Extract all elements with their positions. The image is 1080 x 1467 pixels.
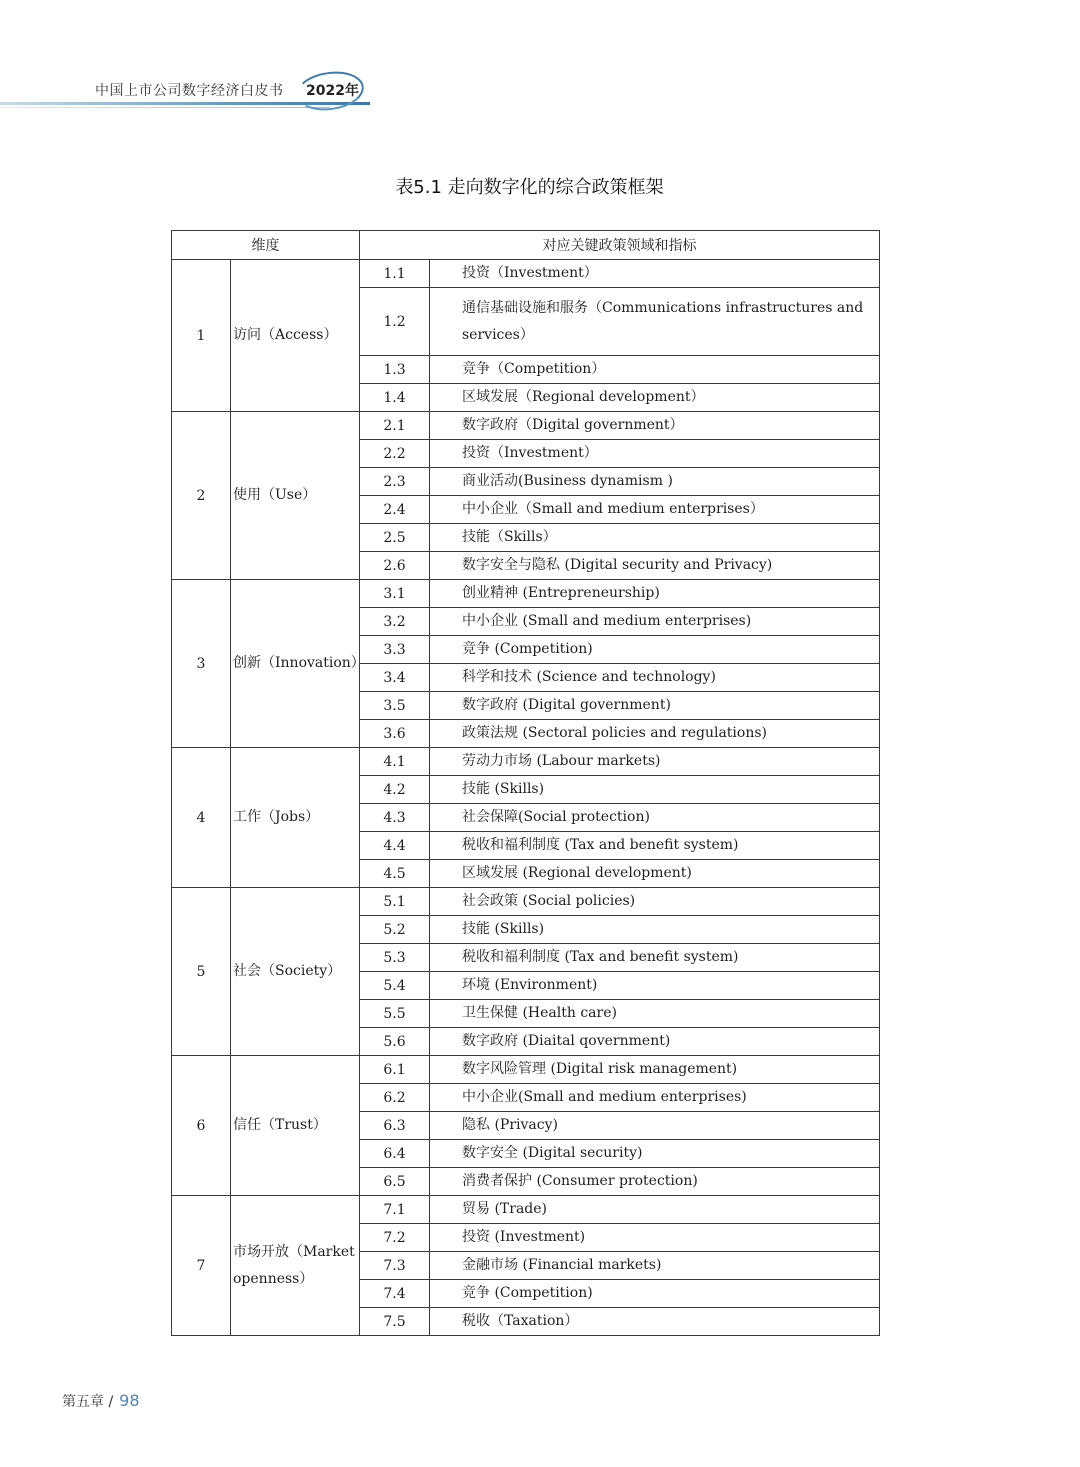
page-footer bbox=[62, 1391, 140, 1411]
chapter-label: 第五章 / bbox=[62, 1394, 114, 1410]
table-body bbox=[172, 260, 880, 1336]
indicator-text: 社会保障(Social protection) bbox=[430, 804, 880, 832]
indicator-text: 中小企业（Small and medium enterprises） bbox=[430, 496, 880, 524]
indicator-text: 区域发展 (Regional development) bbox=[430, 860, 880, 888]
indicator-code: 3.2 bbox=[360, 608, 430, 636]
table-caption: 表5.1 走向数字化的综合政策框架 bbox=[395, 177, 664, 198]
indicator-text: 科学和技术 (Science and technology) bbox=[430, 664, 880, 692]
indicator-text: 技能（Skills） bbox=[430, 524, 880, 552]
dimension-number: 2 bbox=[172, 412, 231, 580]
dimension-number: 7 bbox=[172, 1196, 231, 1336]
col-header-indicator: 对应关键政策领域和指标 bbox=[360, 231, 880, 260]
indicator-text: 税收和福利制度 (Tax and benefit system) bbox=[430, 832, 880, 860]
indicator-code: 6.5 bbox=[360, 1168, 430, 1196]
indicator-text: 消费者保护 (Consumer protection) bbox=[430, 1168, 880, 1196]
indicator-code: 4.4 bbox=[360, 832, 430, 860]
dimension-number: 6 bbox=[172, 1056, 231, 1196]
indicator-code: 5.6 bbox=[360, 1028, 430, 1056]
indicator-code: 6.3 bbox=[360, 1112, 430, 1140]
indicator-code: 4.5 bbox=[360, 860, 430, 888]
indicator-text: 数字政府 (Digital government) bbox=[430, 692, 880, 720]
policy-framework-table bbox=[171, 230, 880, 1336]
table-row bbox=[172, 260, 880, 288]
table-row bbox=[172, 748, 880, 776]
indicator-text: 数字风险管理 (Digital risk management) bbox=[430, 1056, 880, 1084]
indicator-code: 4.1 bbox=[360, 748, 430, 776]
indicator-text: 税收（Taxation） bbox=[430, 1308, 880, 1336]
dimension-label: 信任（Trust） bbox=[231, 1056, 360, 1196]
dimension-number: 4 bbox=[172, 748, 231, 888]
dimension-label: 访问（Access） bbox=[231, 260, 360, 412]
indicator-text: 竞争 (Competition) bbox=[430, 636, 880, 664]
col-header-dimension: 维度 bbox=[172, 231, 360, 260]
indicator-text: 数字政府 (Diaital qovernment) bbox=[430, 1028, 880, 1056]
indicator-text: 投资 (Investment) bbox=[430, 1224, 880, 1252]
indicator-text: 投资（Investment） bbox=[430, 440, 880, 468]
indicator-code: 7.2 bbox=[360, 1224, 430, 1252]
indicator-text: 卫生保健 (Health care) bbox=[430, 1000, 880, 1028]
indicator-code: 1.4 bbox=[360, 384, 430, 412]
indicator-text: 商业活动(Business dynamism ) bbox=[430, 468, 880, 496]
dimension-number: 3 bbox=[172, 580, 231, 748]
indicator-text: 中小企业 (Small and medium enterprises) bbox=[430, 608, 880, 636]
page-number: 98 bbox=[119, 1391, 140, 1410]
indicator-text: 贸易 (Trade) bbox=[430, 1196, 880, 1224]
indicator-text: 中小企业(Small and medium enterprises) bbox=[430, 1084, 880, 1112]
indicator-code: 5.3 bbox=[360, 944, 430, 972]
indicator-text: 税收和福利制度 (Tax and benefit system) bbox=[430, 944, 880, 972]
indicator-text: 投资（Investment） bbox=[430, 260, 880, 288]
indicator-text: 政策法规 (Sectoral policies and regulations) bbox=[430, 720, 880, 748]
indicator-code: 7.5 bbox=[360, 1308, 430, 1336]
indicator-code: 3.3 bbox=[360, 636, 430, 664]
indicator-text: 数字安全与隐私 (Digital security and Privacy) bbox=[430, 552, 880, 580]
indicator-code: 1.1 bbox=[360, 260, 430, 288]
indicator-text: 创业精神 (Entrepreneurship) bbox=[430, 580, 880, 608]
indicator-code: 7.3 bbox=[360, 1252, 430, 1280]
indicator-text: 竞争（Competition） bbox=[430, 356, 880, 384]
indicator-code: 2.4 bbox=[360, 496, 430, 524]
indicator-code: 2.2 bbox=[360, 440, 430, 468]
indicator-code: 3.1 bbox=[360, 580, 430, 608]
indicator-text: 技能 (Skills) bbox=[430, 916, 880, 944]
dimension-number: 5 bbox=[172, 888, 231, 1056]
indicator-code: 1.3 bbox=[360, 356, 430, 384]
table-header-row bbox=[172, 231, 880, 260]
dimension-label: 社会（Society） bbox=[231, 888, 360, 1056]
table-row bbox=[172, 580, 880, 608]
indicator-text: 竞争 (Competition) bbox=[430, 1280, 880, 1308]
indicator-code: 5.5 bbox=[360, 1000, 430, 1028]
indicator-text: 数字政府（Digital government） bbox=[430, 412, 880, 440]
table-row bbox=[172, 412, 880, 440]
table-row bbox=[172, 888, 880, 916]
dimension-label: 工作（Jobs） bbox=[231, 748, 360, 888]
indicator-code: 3.6 bbox=[360, 720, 430, 748]
page-header bbox=[0, 70, 400, 110]
indicator-text: 技能 (Skills) bbox=[430, 776, 880, 804]
indicator-text: 环境 (Environment) bbox=[430, 972, 880, 1000]
table-row bbox=[172, 1056, 880, 1084]
indicator-code: 2.6 bbox=[360, 552, 430, 580]
indicator-code: 7.4 bbox=[360, 1280, 430, 1308]
indicator-code: 5.1 bbox=[360, 888, 430, 916]
indicator-code: 2.3 bbox=[360, 468, 430, 496]
indicator-text: 数字安全 (Digital security) bbox=[430, 1140, 880, 1168]
dimension-label: 创新（Innovation） bbox=[231, 580, 360, 748]
dimension-label: 市场开放（Market openness） bbox=[231, 1196, 360, 1336]
indicator-code: 5.2 bbox=[360, 916, 430, 944]
year-badge-text: 2022年 bbox=[306, 83, 359, 99]
indicator-code: 4.2 bbox=[360, 776, 430, 804]
indicator-text: 隐私 (Privacy) bbox=[430, 1112, 880, 1140]
indicator-text: 劳动力市场 (Labour markets) bbox=[430, 748, 880, 776]
header-rule-secondary bbox=[0, 107, 330, 108]
dimension-number: 1 bbox=[172, 260, 231, 412]
indicator-code: 3.5 bbox=[360, 692, 430, 720]
book-title: 中国上市公司数字经济白皮书 bbox=[95, 83, 284, 99]
indicator-text: 区域发展（Regional development） bbox=[430, 384, 880, 412]
indicator-code: 5.4 bbox=[360, 972, 430, 1000]
indicator-code: 6.2 bbox=[360, 1084, 430, 1112]
indicator-code: 2.5 bbox=[360, 524, 430, 552]
indicator-code: 2.1 bbox=[360, 412, 430, 440]
indicator-text: 社会政策 (Social policies) bbox=[430, 888, 880, 916]
indicator-text: 金融市场 (Financial markets) bbox=[430, 1252, 880, 1280]
table-row bbox=[172, 1196, 880, 1224]
indicator-code: 3.4 bbox=[360, 664, 430, 692]
indicator-code: 1.2 bbox=[360, 288, 430, 356]
indicator-code: 6.1 bbox=[360, 1056, 430, 1084]
indicator-code: 7.1 bbox=[360, 1196, 430, 1224]
indicator-text: 通信基础设施和服务（Communications infrastructures and services） bbox=[430, 288, 880, 356]
indicator-code: 4.3 bbox=[360, 804, 430, 832]
dimension-label: 使用（Use） bbox=[231, 412, 360, 580]
indicator-code: 6.4 bbox=[360, 1140, 430, 1168]
